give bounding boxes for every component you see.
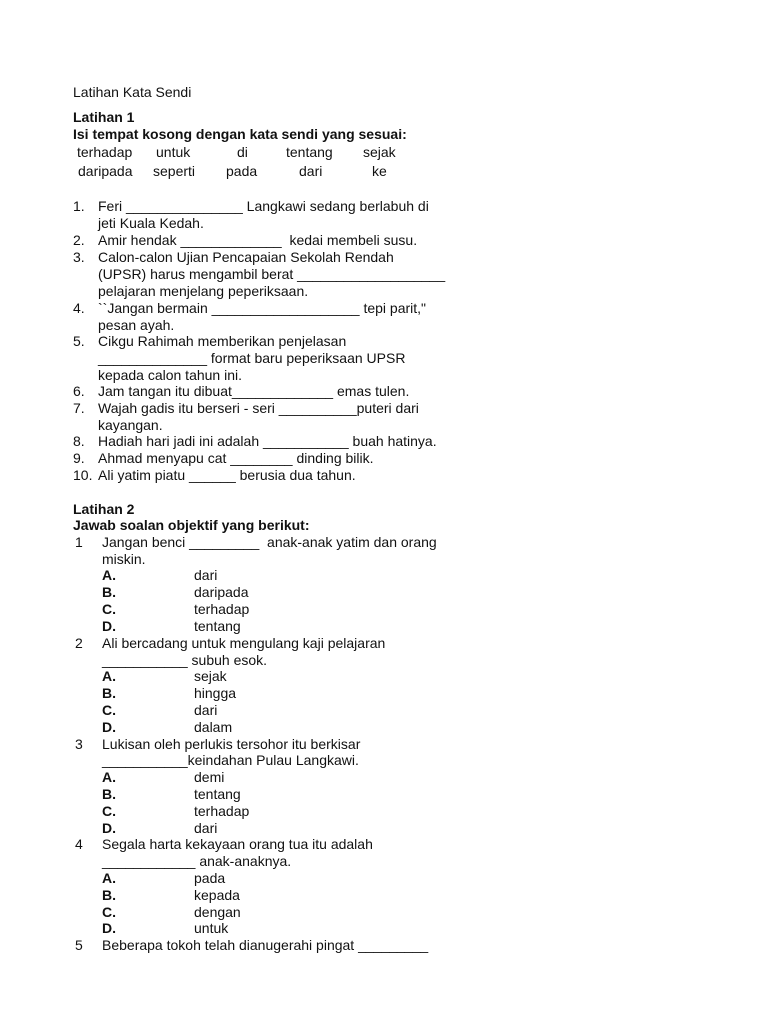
option-text: dari [194, 702, 218, 718]
option-text: tentang [194, 786, 241, 802]
option-text: terhadap [194, 601, 250, 617]
word-bank-item: sejak [363, 144, 396, 160]
question-text: Lukisan oleh perlukis tersohor itu berkisar [102, 736, 361, 752]
question-text: Cikgu Rahimah memberikan penjelasan [98, 333, 347, 349]
option-text: hingga [194, 685, 237, 701]
option-text: dalam [194, 719, 233, 735]
question-text: Hadiah hari jadi ini adalah ___________ buah hatinya. [98, 433, 437, 449]
question-text: (UPSR) harus mengambil berat ___________________ [98, 266, 446, 282]
question-text: Ali yatim piatu ______ berusia dua tahun. [98, 467, 356, 483]
option-text: pada [194, 870, 226, 886]
option-letter: D. [102, 820, 116, 836]
word-bank-item: untuk [156, 144, 191, 160]
question-text: Beberapa tokoh telah dianugerahi pingat _________ [102, 937, 429, 953]
option-text: sejak [194, 668, 227, 684]
document-title: Latihan Kata Sendi [73, 84, 192, 100]
question-text: Jangan benci _________ anak-anak yatim dan orang [102, 534, 437, 550]
question-text: ___________keindahan Pulau Langkawi. [102, 752, 359, 768]
question-text: pesan ayah. [98, 317, 175, 333]
option-letter: C. [102, 702, 116, 718]
option-letter: B. [102, 584, 116, 600]
option-letter: D. [102, 618, 116, 634]
question-text: ``Jangan bermain ___________________ tepi parit," [98, 300, 426, 316]
question-text: Feri _______________ Langkawi sedang berlabuh di [98, 198, 429, 214]
question-text: kepada calon tahun ini. [98, 367, 242, 383]
question-text: kayangan. [98, 417, 163, 433]
question-text: miskin. [102, 551, 146, 567]
option-text: terhadap [194, 803, 250, 819]
question-text: Segala harta kekayaan orang tua itu adalah [102, 836, 373, 852]
option-text: untuk [194, 920, 229, 936]
question-text: ___________ subuh esok. [102, 652, 268, 668]
word-bank-item: di [237, 144, 248, 160]
option-text: kepada [194, 887, 240, 903]
latihan1-heading: Latihan 1 [73, 109, 135, 125]
option-text: dengan [194, 904, 241, 920]
question-text: Ali bercadang untuk mengulang kaji pelajaran [102, 635, 386, 651]
question-number: 8. [73, 433, 85, 449]
word-bank-item: daripada [78, 163, 133, 179]
question-number: 5. [73, 333, 85, 349]
question-number: 6. [73, 383, 85, 399]
word-bank-item: dari [299, 163, 323, 179]
latihan2-instruction: Jawab soalan objektif yang berikut: [73, 517, 310, 533]
question-text: Ahmad menyapu cat ________ dinding bilik. [98, 450, 374, 466]
option-letter: A. [102, 870, 116, 886]
option-letter: B. [102, 887, 116, 903]
question-number: 3 [75, 736, 83, 752]
latihan2-heading: Latihan 2 [73, 501, 135, 517]
question-text: Amir hendak _____________ kedai membeli susu. [98, 232, 418, 248]
option-text: daripada [194, 584, 249, 600]
question-text: Calon-calon Ujian Pencapaian Sekolah Rendah [98, 249, 394, 265]
option-letter: C. [102, 803, 116, 819]
question-number: 1. [73, 198, 85, 214]
option-letter: C. [102, 904, 116, 920]
question-number: 2 [75, 635, 83, 651]
question-text: Jam tangan itu dibuat_____________ emas tulen. [98, 383, 410, 399]
option-letter: B. [102, 685, 116, 701]
question-number: 2. [73, 232, 85, 248]
question-number: 1 [75, 534, 83, 550]
question-number: 4. [73, 300, 85, 316]
question-number: 4 [75, 836, 83, 852]
option-letter: D. [102, 719, 116, 735]
word-bank-item: ke [372, 163, 387, 179]
option-text: demi [194, 769, 225, 785]
option-text: tentang [194, 618, 241, 634]
question-number: 10. [73, 467, 93, 483]
question-number: 5 [75, 937, 83, 953]
option-text: dari [194, 567, 218, 583]
option-letter: A. [102, 567, 116, 583]
word-bank-item: seperti [153, 163, 196, 179]
word-bank-item: tentang [286, 144, 333, 160]
option-text: dari [194, 820, 218, 836]
question-number: 7. [73, 400, 85, 416]
word-bank-item: terhadap [77, 144, 133, 160]
word-bank-item: pada [226, 163, 258, 179]
question-text: pelajaran menjelang peperiksaan. [98, 283, 309, 299]
option-letter: A. [102, 668, 116, 684]
question-text: ______________ format baru peperiksaan UPSR [98, 350, 406, 366]
latihan1-instruction: Isi tempat kosong dengan kata sendi yang sesuai: [73, 126, 407, 142]
question-text: ____________ anak-anaknya. [102, 853, 292, 869]
question-number: 3. [73, 249, 85, 265]
question-text: jeti Kuala Kedah. [98, 215, 204, 231]
question-text: Wajah gadis itu berseri - seri __________puteri dari [98, 400, 419, 416]
option-letter: A. [102, 769, 116, 785]
option-letter: D. [102, 920, 116, 936]
question-number: 9. [73, 450, 85, 466]
option-letter: C. [102, 601, 116, 617]
option-letter: B. [102, 786, 116, 802]
